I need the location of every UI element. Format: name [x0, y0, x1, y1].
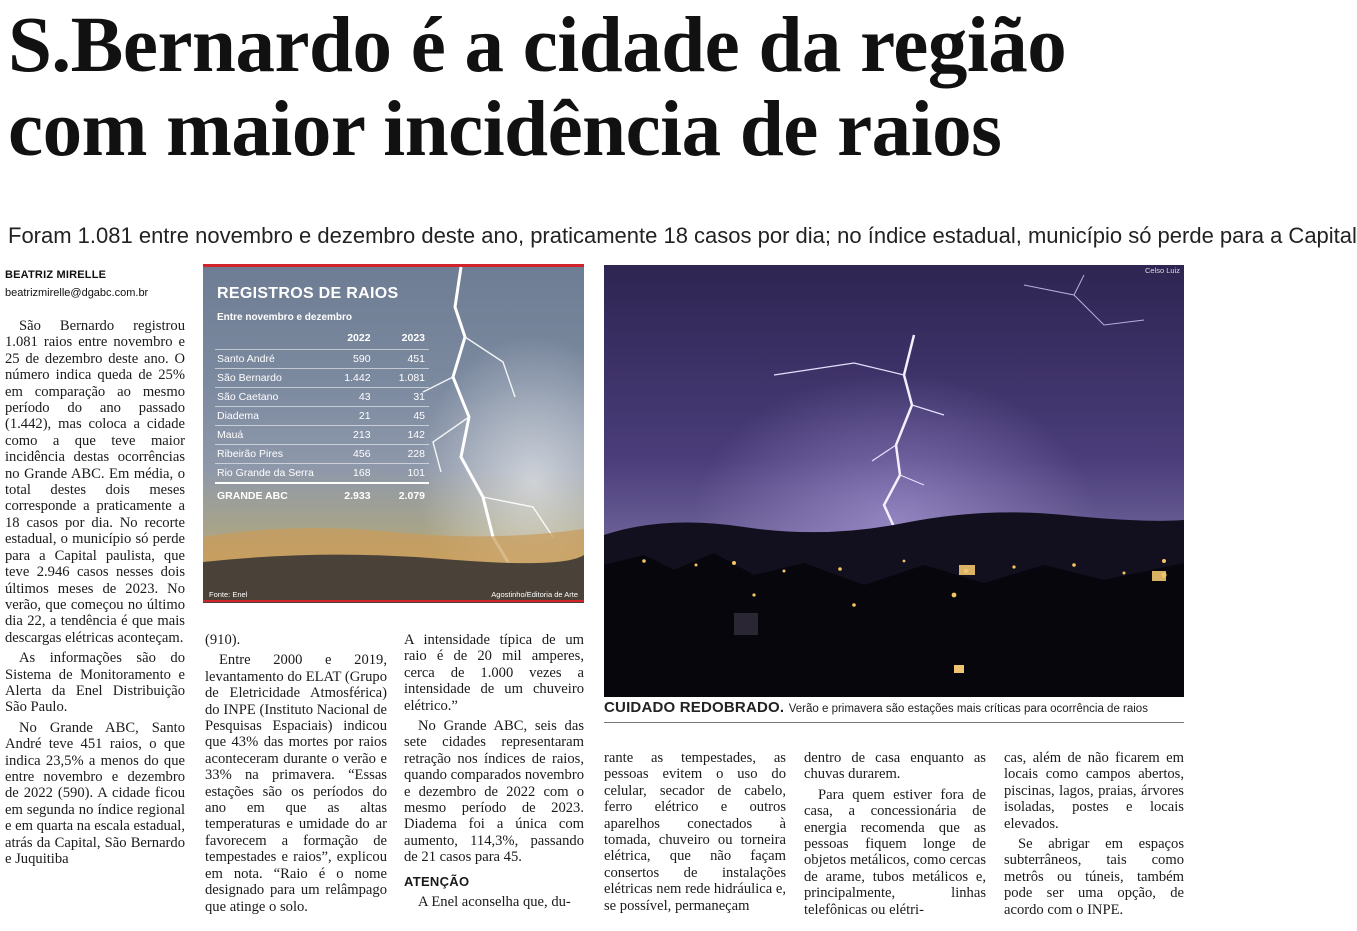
subheadline: Foram 1.081 entre novembro e dezembro deste ano, praticamente 18 casos por dia; no índice estadual, município só perde para a Capital [8, 223, 1357, 248]
paragraph: Para quem estiver fora de casa, a concessionária de energia recomenda que as pessoas fiquem longe de objetos metálicos, como cercas de arame, tubos metálicos e, principalmente, linhas telefônicas ou elétri- [804, 786, 986, 918]
paragraph: As informações são do Sistema de Monitoramento e Alerta da Enel Distribuição São Paulo. [5, 650, 185, 716]
body-column-5 [804, 750, 986, 918]
body-column-6 [1004, 750, 1184, 918]
caption-text: Verão e primavera são estações mais críticas para ocorrência de raios [788, 703, 1148, 715]
lightning-photo [604, 265, 1184, 697]
header-cell [215, 329, 320, 350]
value-2023: 1.081 [375, 369, 429, 388]
photo-credit: Celso Luiz [1144, 266, 1180, 275]
total-label: GRANDE ABC [215, 483, 320, 505]
table-row [215, 426, 429, 445]
value-2023: 31 [375, 388, 429, 407]
caption-divider [604, 722, 1184, 723]
city-cell: Santo André [215, 350, 320, 369]
infographic-subtitle: Entre novembro e dezembro [217, 312, 353, 323]
body-column-2 [205, 632, 387, 915]
total-2022: 2.933 [320, 483, 374, 505]
author-name: BEATRIZ MIRELLE [5, 269, 107, 281]
value-2022: 590 [320, 350, 374, 369]
city-cell: Mauá [215, 426, 320, 445]
value-2022: 21 [320, 407, 374, 426]
city-cell: São Bernardo [215, 369, 320, 388]
paragraph: No Grande ABC, Santo André teve 451 raios, o que indica 23,5% a menos do que entre novembro e dezembro de 2022 (590). A cidade ficou em segunda no índice regional e em quarta na escala estadual, atrás da Capital, São Bernardo e Juquitiba [5, 719, 185, 867]
city-cell: Ribeirão Pires [215, 445, 320, 464]
total-2023: 2.079 [375, 483, 429, 505]
city-cell: Diadema [215, 407, 320, 426]
lightning-data-table [215, 329, 429, 505]
table-header-row [215, 329, 429, 350]
section-heading: ATENÇÃO [404, 873, 470, 889]
table-row [215, 369, 429, 388]
value-2022: 43 [320, 388, 374, 407]
value-2022: 213 [320, 426, 374, 445]
infographic-credit: Agostinho/Editoria de Arte [491, 590, 578, 599]
paragraph: (910). [205, 632, 241, 648]
value-2023: 142 [375, 426, 429, 445]
paragraph: Entre 2000 e 2019, levantamento do ELAT (Grupo de Eletricidade Atmosférica) do INPE (Instituto Nacional de Pesquisas Espaciais) indicou que 43% das mortes por raios aconteceram durante o verão e 33% na primavera. “Essas estações são os períodos do ano em que as altas temperaturas e umidade do ar favorecem a formação de tempestades e raios”, explicou em nota. “Raio é o nome designado para um relâmpago que atinge o solo. [205, 652, 387, 915]
paragraph: Se abrigar em espaços subterrâneos, tais como metrôs ou túneis, também pode ser uma opção, de acordo com o INPE. [1004, 836, 1184, 918]
table-row [215, 350, 429, 369]
value-2023: 45 [375, 407, 429, 426]
paragraph: São Bernardo registrou 1.081 raios entre novembro e 25 de dezembro deste ano. O número indica queda de 25% em comparação ao mesmo período do ano passado (1.442), mas coloca a cidade como a que teve maior incidência destas ocorrências no Grande ABC. Em média, o total destes dois meses corresponde a praticamente a 18 casos por dia. No recorte estadual, o município só perde para a Capital paulista, que teve 2.946 casos nesses dois últimos meses de 2023. No verão, que começou no último dia 22, a tendência é que mais descargas elétricas aconteçam. [5, 318, 185, 646]
paragraph: rante as tempestades, as pessoas evitem o uso do celular, secador de cabelo, ferro elétrico e outros aparelhos conectados à tomada, chuveiro ou torneira elétrica, que não façam consertos de instalações elétricas nem rede hidráulica e, se possível, permaneçam [604, 750, 786, 914]
paragraph: A Enel aconselha que, du- [418, 894, 571, 911]
headline: S.Bernardo é a cidade da região com maior incidência de raios [8, 2, 1067, 173]
table-row [215, 445, 429, 464]
paragraph: A intensidade típica de um raio é de 20 mil amperes, cerca de 1.000 vezes a intensidade de um chuveiro elétrico.” [404, 632, 584, 714]
body-column-3 [404, 632, 584, 911]
value-2023: 101 [375, 464, 429, 484]
header-cell: 2023 [401, 332, 425, 344]
value-2023: 451 [375, 350, 429, 369]
lightning-infographic [203, 264, 584, 603]
value-2022: 456 [320, 445, 374, 464]
infographic-title: REGISTROS DE RAIOS [217, 285, 399, 302]
author-email[interactable]: beatrizmirelle@dgabc.com.br [5, 287, 149, 299]
table-total-row [215, 483, 429, 505]
body-column-1 [5, 318, 185, 867]
photo-caption [604, 699, 1188, 717]
caption-title: CUIDADO REDOBRADO. [604, 699, 785, 716]
table-row [215, 388, 429, 407]
lightning-night-photo [604, 265, 1184, 697]
paragraph: No Grande ABC, seis das sete cidades representaram retração nos índices de raios, quando comparados novembro e dezembro de 2022 com o mesmo período de 2023. Diadema foi a única com aumento, 114,3%, passando de 21 casos para 45. [404, 718, 584, 866]
infographic-rule [203, 600, 584, 602]
value-2022: 1.442 [320, 369, 374, 388]
infographic-source: Fonte: Enel [209, 590, 248, 599]
table-row [215, 407, 429, 426]
value-2023: 228 [375, 445, 429, 464]
city-cell: São Caetano [215, 388, 320, 407]
city-cell: Rio Grande da Serra [215, 464, 320, 484]
table-row [215, 464, 429, 484]
header-cell: 2022 [347, 332, 371, 344]
paragraph: cas, além de não ficarem em locais como campos abertos, piscinas, lagos, praias, árvores isoladas, postes e locais elevados. [1004, 750, 1184, 832]
body-column-4 [604, 750, 786, 914]
value-2022: 168 [320, 464, 374, 484]
paragraph: dentro de casa enquanto as chuvas durarem. [804, 750, 986, 783]
